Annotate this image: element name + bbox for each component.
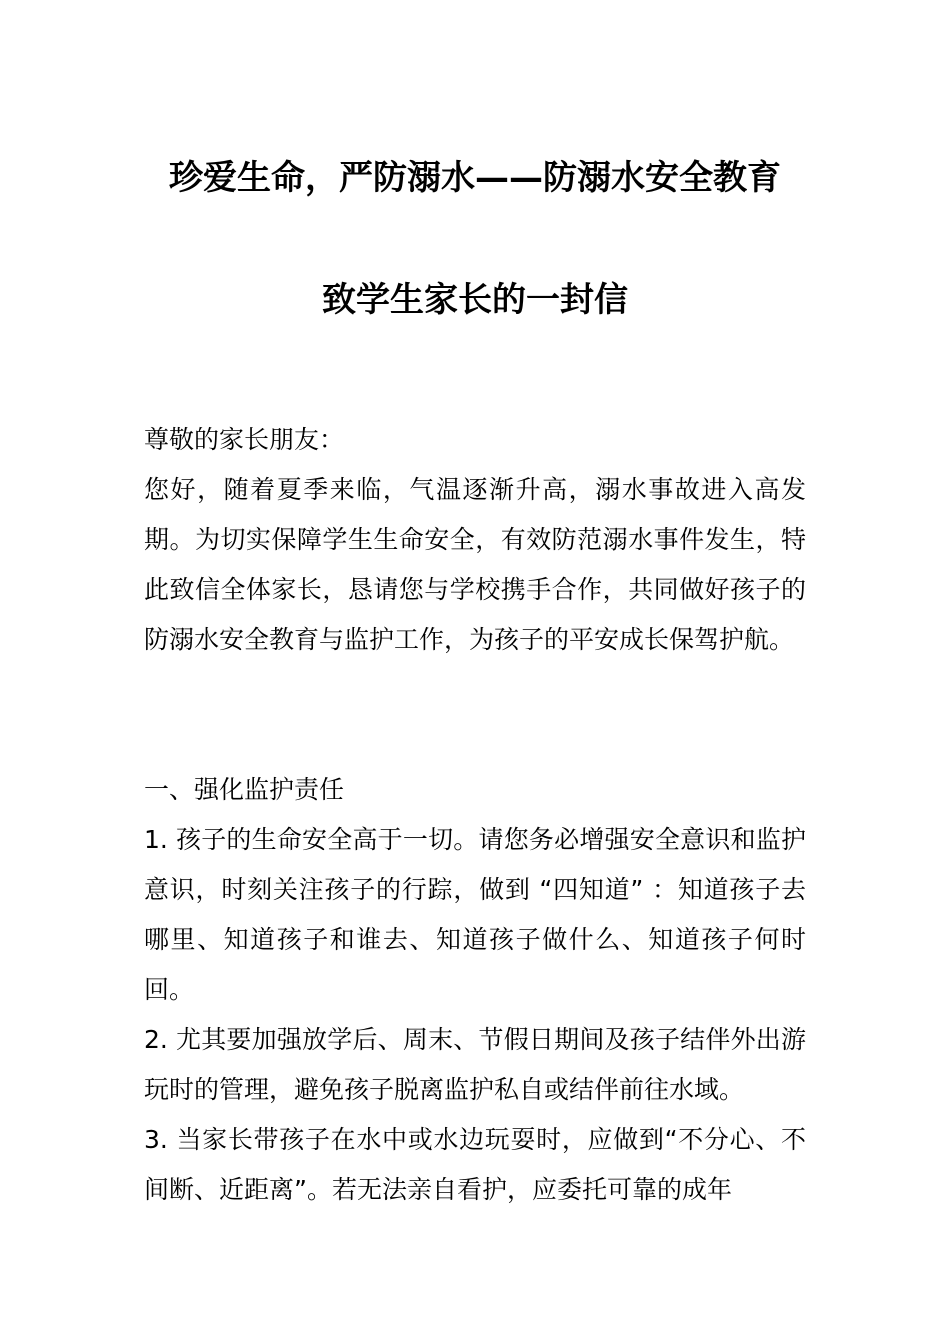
- list-item: 2. 尤其要加强放学后、周末、节假日期间及孩子结伴外出游玩时的管理，避免孩子脱离监护私自或结伴前往水域。: [144, 1025, 806, 1104]
- document-title-line2: 致学生家长的一封信: [322, 280, 628, 320]
- list-item: 1. 孩子的生命安全高于一切。请您务必增强安全意识和监护意识，时刻关注孩子的行踪，做到 “四知道” ：知道孩子去哪里、知道孩子和谁去、知道孩子做什么、知道孩子何时回。: [144, 825, 806, 1004]
- section-heading: 一、强化监护责任: [144, 775, 345, 804]
- intro-paragraph: 您好，随着夏季来临，气温逐渐升高，溺水事故进入高发期。为切实保障学生生命安全，有效防范溺水事件发生，特此致信全体家长，恳请您与学校携手合作，共同做好孩子的防溺水安全教育与监护工作，为孩子的平安成长保驾护航。: [144, 475, 806, 654]
- list-item: 3. 当家长带孩子在水中或水边玩耍时，应做到“不分心、不间断、近距离”。若无法亲自看护，应委托可靠的成年: [144, 1125, 806, 1204]
- document-title-line1: 珍爱生命，严防溺水——防溺水安全教育: [169, 158, 781, 198]
- salutation: 尊敬的家长朋友：: [144, 425, 345, 454]
